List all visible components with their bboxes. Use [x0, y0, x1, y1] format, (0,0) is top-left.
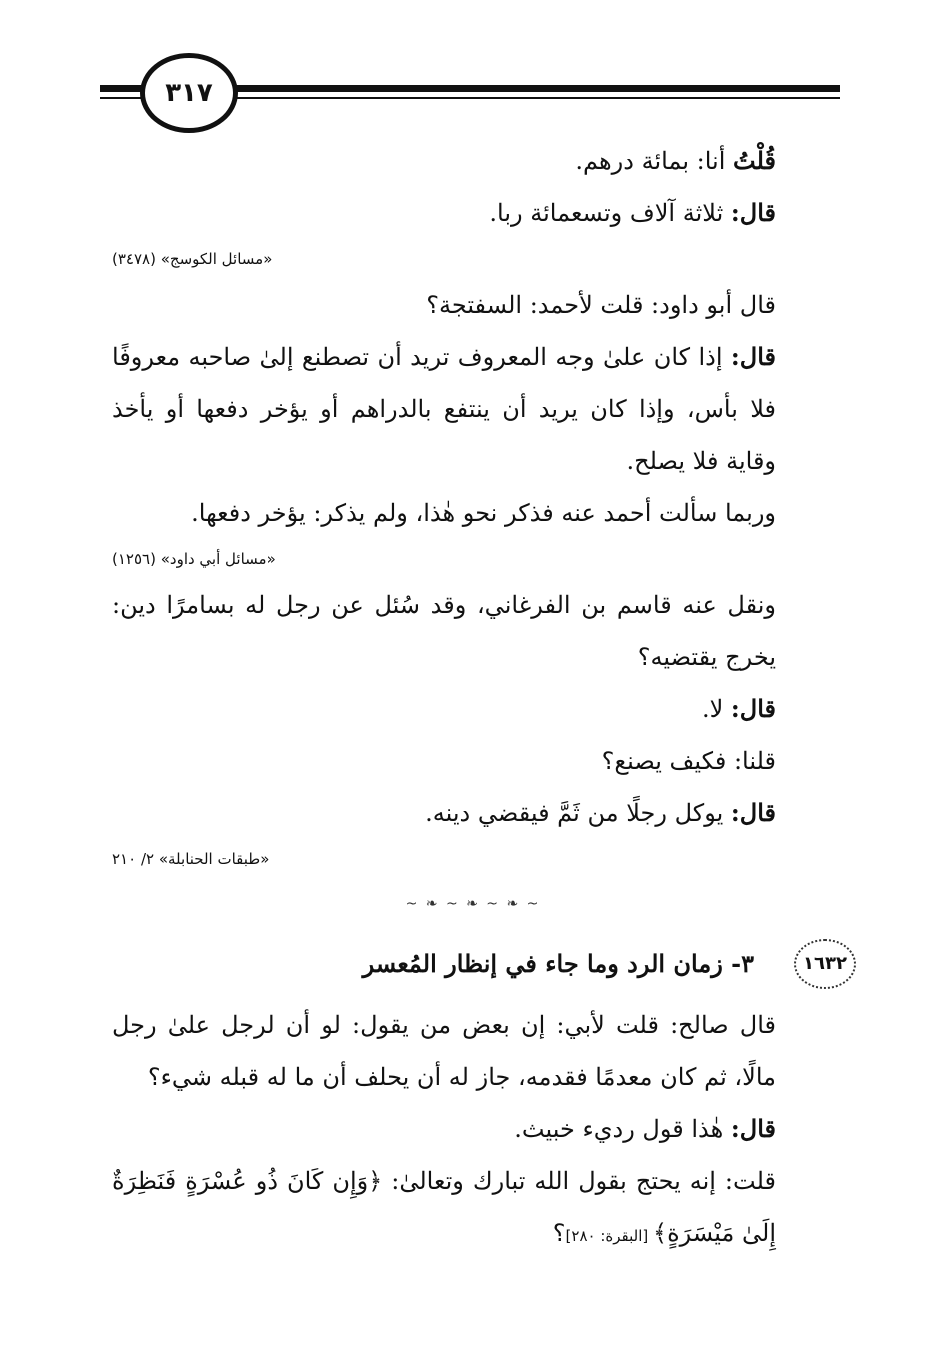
page-body: [112, 135, 847, 1262]
source-citation-3: «طبقات الحنابلة» ٢/ ٢١٠: [112, 850, 270, 868]
speaker: قال:: [730, 342, 776, 371]
speaker: قُلْتُ: [733, 146, 776, 175]
speaker: قال:: [730, 694, 776, 723]
heading-number-badge: ١٦٣٢: [794, 939, 856, 989]
speaker: قال:: [730, 798, 776, 827]
source-citation-1: «مسائل الكوسج» (٣٤٧٨): [112, 250, 273, 268]
line-2: قال: ثلاثة آلاف وتسعمائة ربا.: [489, 198, 776, 227]
paragraph-8: قال صالح: قلت لأبي: إن بعض من يقول: لو أن لرجل علىٰ رجل مالًا، ثم كان معدمًا فقدمه، جاز له أن يحلف أن ما له قبله شيء؟: [112, 1011, 776, 1091]
section-divider: ~ ❧ ~ ❧ ~ ❧ ~: [405, 896, 541, 912]
quran-reference: [البقرة: ٢٨٠]: [565, 1227, 653, 1245]
header-rule-thick: [180, 85, 840, 92]
speaker: قال:: [730, 1114, 776, 1143]
paragraph-7: قال: يوكل رجلًا من ثَمَّ فيقضي دينه.: [425, 798, 776, 827]
header-rule-left-thick: [100, 85, 144, 92]
source-citation-2: «مسائل أبي داود» (١٢٥٦): [112, 550, 276, 568]
paragraph-6: قلنا: فكيف يصنع؟: [601, 747, 776, 775]
line-1: قُلْتُ أنا: بمائة درهم.: [575, 146, 776, 175]
paragraph-3: وربما سألت أحمد عنه فذكر نحو هٰذا، ولم يذكر: يؤخر دفعها.: [191, 499, 776, 527]
page-header: [100, 48, 840, 138]
paragraph-1: قال أبو داود: قلت لأحمد: السفتجة؟: [426, 291, 776, 319]
header-rule-thin: [180, 97, 840, 99]
paragraph-4: ونقل عنه قاسم بن الفرغاني، وقد سُئل عن رجل له بسامرًا دين: يخرج يقتضيه؟: [112, 591, 776, 671]
header-rule-left-thin: [100, 97, 144, 99]
paragraph-9: قال: هٰذا قول رديء خبيث.: [514, 1114, 776, 1143]
paragraph-5: قال: لا.: [701, 694, 776, 723]
heading-title: ٣- زمان الرد وما جاء في إنظار المُعسر: [362, 949, 754, 978]
paragraph-10: قلت: إنه يحتج بقول الله تبارك وتعالىٰ: ﴿وَإِن كَانَ ذُو عُسْرَةٍ فَنَظِرَةٌ إِلَىٰ مَيْسَرَةٍ﴾ [البقرة: ٢٨٠]؟: [112, 1167, 776, 1247]
paragraph-2: قال: إذا كان علىٰ وجه المعروف تريد أن تصطنع إلىٰ صاحبه معروفًا فلا بأس، وإذا كان يريد أن ينتفع بالدراهم أو يؤخر دفعها أو يأخذ وقاية فلا يصلح.: [112, 342, 776, 475]
speaker: قال:: [730, 198, 776, 227]
page-number: ٣١٧: [140, 53, 238, 133]
section-heading: [112, 929, 847, 999]
